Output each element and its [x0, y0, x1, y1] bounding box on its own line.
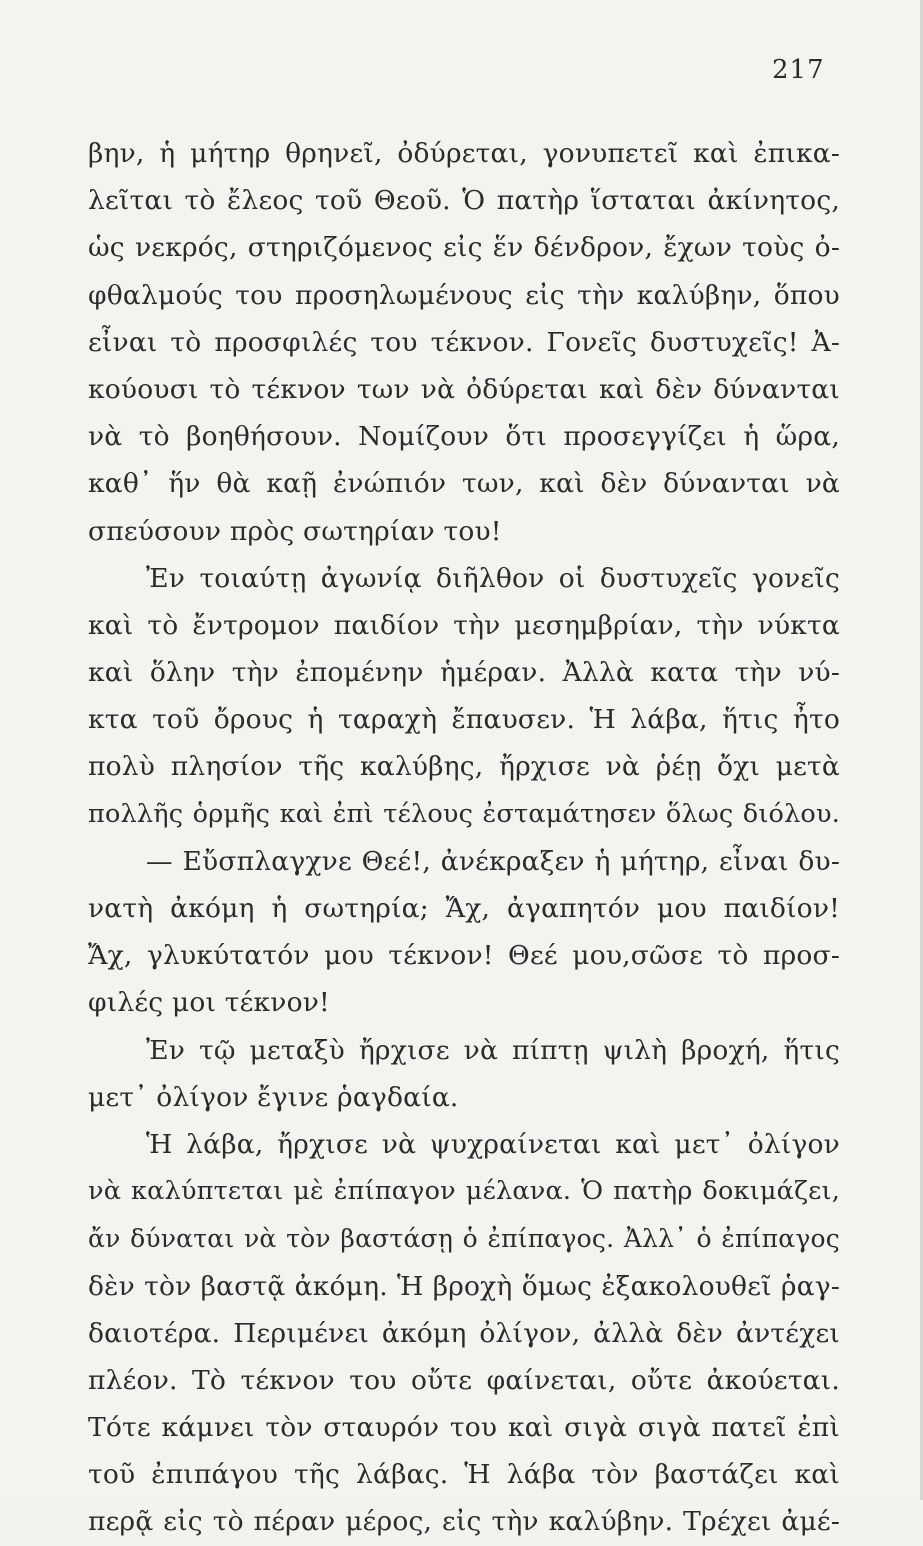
- paragraph-first-line: Ἐν τῷ μεταξὺ ἤρχισε νὰ πίπτῃ ψιλὴ βροχή, ἥτις: [146, 1034, 840, 1066]
- text-line: σπεύσουν πρὸς σωτηρίαν του!: [88, 515, 502, 547]
- text-line: νατὴ ἀκόμη ἡ σωτηρία; Ἄχ, ἀγαπητόν μου παιδίον!: [88, 893, 840, 924]
- text-line: βην, ἡ μήτηρ θρηνεῖ, ὀδύρεται, γονυπετεῖ καὶ ἐπικα-: [88, 138, 840, 169]
- text-line: πολὺ πλησίον τῆς καλύβης, ἤρχισε νὰ ῥέῃ ὄχι μετὰ: [88, 751, 840, 783]
- text-line: φιλές μοι τέκνον!: [88, 987, 330, 1019]
- text-line: καὶ τὸ ἔντρομον παιδίον τὴν μεσημβρίαν, τὴν νύκτα: [88, 609, 840, 641]
- text-line: φθαλμούς του προσηλωμένους εἰς τὴν καλύβην, ὅπου: [88, 279, 840, 311]
- paragraph-first-line: Ἐν τοιαύτῃ ἀγωνίᾳ διῆλθον οἱ δυστυχεῖς γονεῖς: [146, 562, 840, 594]
- text-line: κούουσι τὸ τέκνον των νὰ ὀδύρεται καὶ δὲν δύνανται: [88, 373, 840, 405]
- text-line: εἶναι τὸ προσφιλές του τέκνον. Γονεῖς δυστυχεῖς! Ἀ-: [88, 326, 840, 358]
- page-number: 217: [772, 55, 825, 85]
- text-line: Τότε κάμνει τὸν σταυρόν του καὶ σιγὰ σιγὰ πατεῖ ἐπὶ: [88, 1412, 840, 1444]
- text-line: Ἄχ, γλυκύτατόν μου τέκνον! Θεέ μου,σῶσε τὸ προσ-: [88, 940, 840, 972]
- text-line: νὰ καλύπτεται μὲ ἐπίπαγον μέλανα. Ὁ πατὴρ δοκιμάζει,: [88, 1176, 840, 1207]
- text-line: κτα τοῦ ὄρους ἡ ταραχὴ ἔπαυσεν. Ἡ λάβα, ἥτις ἦτο: [88, 704, 840, 736]
- text-line: ἄν δύναται νὰ τὸν βαστάσῃ ὁ ἐπίπαγος. Ἀλλ᾽ ὁ ἐπίπαγος: [88, 1224, 840, 1254]
- text-line: καθ᾽ ἥν θὰ καῇ ἐνώπιόν των, καὶ δὲν δύνανται νὰ: [88, 468, 840, 500]
- text-line: μετ᾽ ὀλίγον ἔγινε ῥαγδαία.: [88, 1081, 459, 1113]
- paragraph-first-line: Ἡ λάβα, ἤρχισε νὰ ψυχραίνεται καὶ μετ᾽ ὀλίγον: [146, 1128, 840, 1160]
- text-line: λεῖται τὸ ἔλεος τοῦ Θεοῦ. Ὁ πατὴρ ἵσταται ἀκίνητος,: [88, 185, 840, 217]
- text-line: ὡς νεκρός, στηριζόμενος εἰς ἕν δένδρον, ἔχων τοὺς ὀ-: [88, 232, 840, 264]
- text-line: πλέον. Τὸ τέκνον του οὔτε φαίνεται, οὔτε ἀκούεται.: [88, 1364, 840, 1396]
- text-line: νὰ τὸ βοηθήσουν. Νομίζουν ὅτι προσεγγίζει ἡ ὥρα,: [88, 421, 840, 453]
- text-line: καὶ ὅλην τὴν ἐπομένην ἡμέραν. Ἀλλὰ κατα τὴν νύ-: [88, 657, 840, 689]
- text-line: τοῦ ἐπιπάγου τῆς λάβας. Ἡ λάβα τὸν βαστάζει καὶ: [88, 1459, 840, 1491]
- text-line: περᾷ εἰς τὸ πέραν μέρος, εἰς τὴν καλύβην. Τρέχει ἀμέ-: [88, 1506, 840, 1538]
- text-line: δὲν τὸν βαστᾷ ἀκόμη. Ἡ βροχὴ ὅμως ἐξακολουθεῖ ῥαγ-: [88, 1270, 840, 1302]
- text-line: πολλῆς ὁρμῆς καὶ ἐπὶ τέλους ἐσταμάτησεν ὅλως διόλου.: [88, 798, 840, 829]
- text-line: δαιοτέρα. Περιμένει ἀκόμη ὀλίγον, ἀλλὰ δὲν ἀντέχει: [88, 1317, 840, 1349]
- paragraph-first-line: — Εὔσπλαγχνε Θεέ!, ἀνέκραξεν ἡ μήτηρ, εἶναι δυ-: [146, 845, 840, 877]
- body-text: [88, 130, 840, 1546]
